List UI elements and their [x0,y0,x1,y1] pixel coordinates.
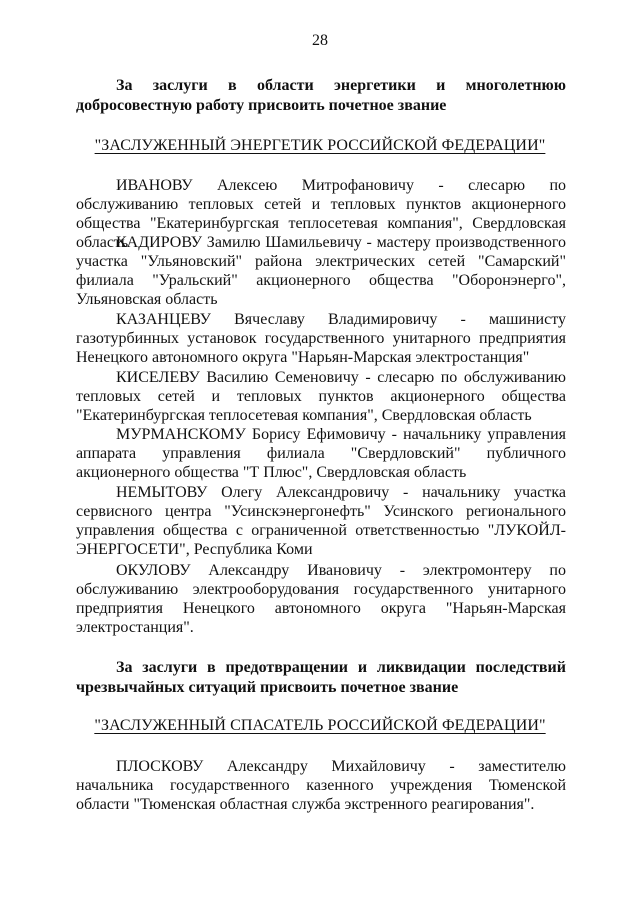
honorary-title-text: "ЗАСЛУЖЕННЫЙ ЭНЕРГЕТИК РОССИЙСКОЙ ФЕДЕРАЦИИ" [94,137,546,154]
honorary-title [0,716,640,736]
page-number: 28 [312,32,328,49]
awardee-entry: ОКУЛОВУ Александру Ивановичу - электромонтеру по обслуживанию электрооборудования государственного унитарного предприятия Ненецкого автономного округа "Нарьян-Марская электростанция". [76,562,566,636]
honorary-title [0,136,640,156]
awardee-entry: ПЛОСКОВУ Александру Михайловичу - заместителю начальника государственного казенного учреждения Тюменской области "Тюменская областная служба экстренного реагирования". [76,758,566,813]
decree-text [76,76,566,116]
decree-line: добросовестную работу присвоить почетное звание [76,97,447,114]
honorary-title-text: "ЗАСЛУЖЕННЫЙ СПАСАТЕЛЬ РОССИЙСКОЙ ФЕДЕРАЦИИ" [94,717,546,734]
awardee-entry: НЕМЫТОВУ Олегу Александровичу - начальнику участка сервисного центра "Усинскэнергонефть" Усинского регионального управления общества с ограниченной ответственностью "ЛУКОЙЛ-ЭНЕРГОСЕТИ", Республика Коми [76,484,566,558]
awardee-entry: ИВАНОВУ Алексею Митрофановичу - слесарю по обслуживанию тепловых сетей и тепловых пунктов акционерного общества "Екатеринбургская теплосетевая компания", Свердловская область [76,177,566,251]
decree-line: чрезвычайных ситуаций присвоить почетное звание [76,679,459,696]
awardee-entry: КАЗАНЦЕВУ Вячеславу Владимировичу - машинисту газотурбинных установок государственного унитарного предприятия Ненецкого автономного округа "Нарьян-Марская электростанция" [76,311,566,366]
decree-line: За заслуги в предотвращении и ликвидации последствий [116,659,566,676]
awardee-entry: КАДИРОВУ Замилю Шамильевичу - мастеру производственного участка "Ульяновский" района электрических сетей "Самарский" филиала "Уральский" акционерного общества "Оборонэнерго", Ульяновская область [76,234,566,308]
awardee-entry: МУРМАНСКОМУ Борису Ефимовичу - начальнику управления аппарата управления филиала "Свердловский" публичного акционерного общества "Т Плюс", Свердловская область [76,426,566,481]
decree-line: За заслуги в области энергетики и многолетнюю [116,77,566,94]
awardee-entry: КИСЕЛЕВУ Василию Семеновичу - слесарю по обслуживанию тепловых сетей и тепловых пунктов акционерного общества "Екатеринбургская теплосетевая компания", Свердловская область [76,369,566,424]
decree-text [76,658,566,698]
